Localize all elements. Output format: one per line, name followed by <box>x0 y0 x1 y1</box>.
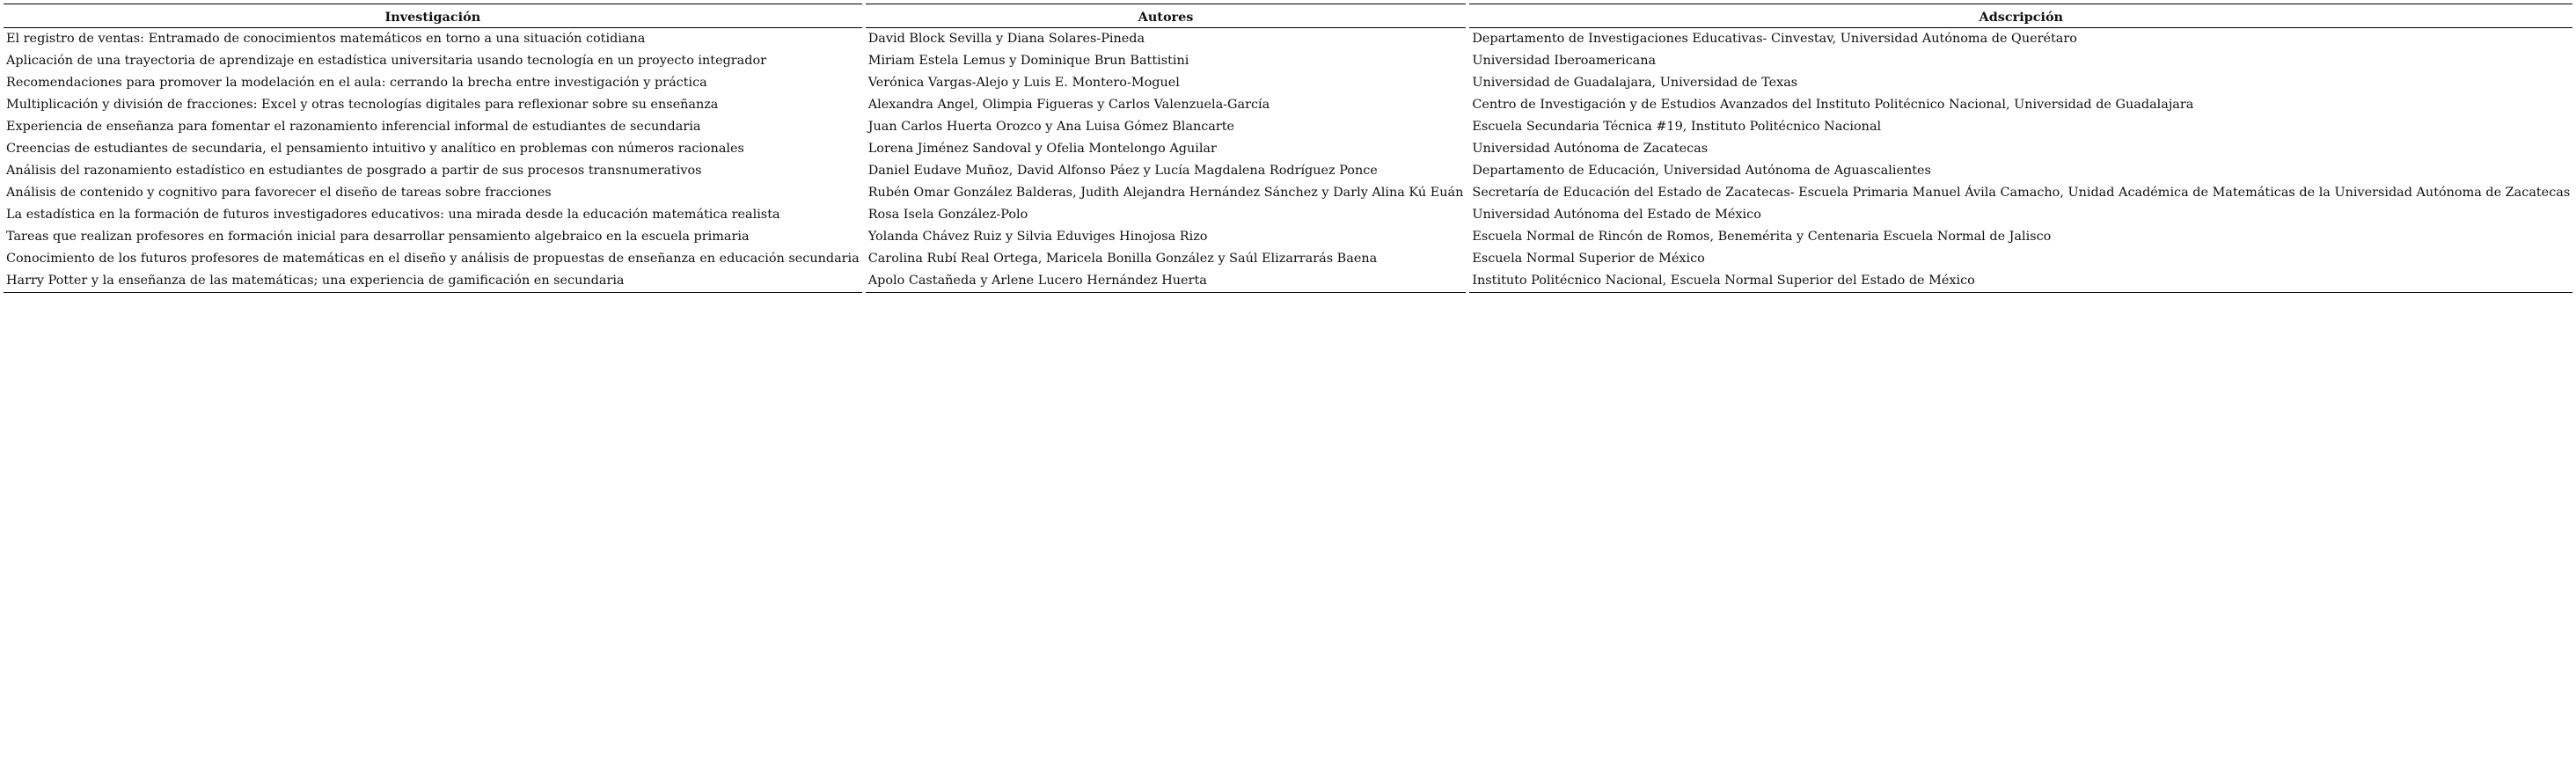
table-row <box>4 270 2572 293</box>
cell-adscripcion: Escuela Normal de Rincón de Romos, Benemérita y Centenaria Escuela Normal de Jalisco <box>1472 230 2052 244</box>
research-table <box>0 4 2576 293</box>
cell-investigacion: Recomendaciones para promover la modelación en el aula: cerrando la brecha entre investigación y práctica <box>6 76 707 90</box>
table-row <box>4 182 2572 204</box>
header-investigacion: Investigación <box>4 4 862 28</box>
cell-adscripcion: Escuela Secundaria Técnica #19, Instituto Politécnico Nacional <box>1472 120 1882 134</box>
table-row <box>4 94 2572 116</box>
table-row <box>4 50 2572 72</box>
cell-autores: Rosa Isela González-Polo <box>867 208 1028 222</box>
cell-adscripcion: Universidad de Guadalajara, Universidad de Texas <box>1472 76 1798 90</box>
cell-autores: Yolanda Chávez Ruiz y Silvia Eduviges Hinojosa Rizo <box>867 230 1208 244</box>
header-row <box>4 4 2572 28</box>
table-row <box>4 28 2572 50</box>
cell-investigacion: Análisis del razonamiento estadístico en estudiantes de posgrado a partir de sus procesos transnumerativos <box>6 164 702 178</box>
table-row <box>4 72 2572 94</box>
research-table-container <box>4 4 2571 293</box>
cell-autores: Juan Carlos Huerta Orozco y Ana Luisa Gómez Blancarte <box>867 120 1235 134</box>
cell-autores: Alexandra Angel, Olimpia Figueras y Carlos Valenzuela-García <box>867 98 1270 112</box>
cell-adscripcion: Secretaría de Educación del Estado de Zacatecas- Escuela Primaria Manuel Ávila Camacho, Unidad Académica de Matemáticas de la Universidad Autónoma de Zacatecas <box>1472 186 2571 200</box>
cell-adscripcion: Centro de Investigación y de Estudios Avanzados del Instituto Politécnico Nacional, Universidad de Guadalajara <box>1472 98 2194 112</box>
cell-autores: Daniel Eudave Muñoz, David Alfonso Páez y Lucía Magdalena Rodríguez Ponce <box>867 164 1378 178</box>
cell-investigacion: La estadística en la formación de futuros investigadores educativos: una mirada desde la educación matemática realista <box>6 208 780 222</box>
cell-adscripcion: Universidad Iberoamericana <box>1472 54 1657 68</box>
cell-autores: Lorena Jiménez Sandoval y Ofelia Montelongo Aguilar <box>867 142 1217 156</box>
cell-investigacion: Harry Potter y la enseñanza de las matemáticas; una experiencia de gamificación en secundaria <box>4 270 862 293</box>
cell-adscripcion: Universidad Autónoma de Zacatecas <box>1472 142 1709 156</box>
cell-investigacion: Conocimiento de los futuros profesores de matemáticas en el diseño y análisis de propuestas de enseñanza en educación secundaria <box>6 252 860 266</box>
header-adscripcion: Adscripción <box>1469 4 2572 28</box>
cell-autores: Miriam Estela Lemus y Dominique Brun Battistini <box>867 54 1189 68</box>
cell-investigacion: Tareas que realizan profesores en formación inicial para desarrollar pensamiento algebraico en la escuela primaria <box>6 230 750 244</box>
cell-investigacion: Creencias de estudiantes de secundaria, el pensamiento intuitivo y analítico en problemas con números racionales <box>6 142 744 156</box>
cell-investigacion: Experiencia de enseñanza para fomentar el razonamiento inferencial informal de estudiantes de secundaria <box>6 120 701 134</box>
cell-autores: Rubén Omar González Balderas, Judith Alejandra Hernández Sánchez y Darly Alina Kú Euán <box>867 186 1464 200</box>
cell-investigacion: El registro de ventas: Entramado de conocimientos matemáticos en torno a una situación cotidiana <box>6 32 646 46</box>
cell-autores: Carolina Rubí Real Ortega, Maricela Bonilla González y Saúl Elizarrarás Baena <box>867 252 1378 266</box>
cell-investigacion: Multiplicación y división de fracciones: Excel y otras tecnologías digitales para reflexionar sobre su enseñanza <box>6 98 719 112</box>
cell-autores: Apolo Castañeda y Arlene Lucero Hernández Huerta <box>866 270 1467 293</box>
table-row <box>4 204 2572 226</box>
table-header <box>4 4 2572 28</box>
table-row <box>4 138 2572 160</box>
table-row <box>4 226 2572 248</box>
cell-adscripcion: Instituto Politécnico Nacional, Escuela Normal Superior del Estado de México <box>1469 270 2572 293</box>
cell-autores: David Block Sevilla y Diana Solares-Pineda <box>867 32 1145 46</box>
table-body <box>4 28 2572 293</box>
table-row <box>4 160 2572 182</box>
cell-adscripcion: Universidad Autónoma del Estado de México <box>1472 208 1761 222</box>
header-autores: Autores <box>866 4 1467 28</box>
cell-investigacion: Análisis de contenido y cognitivo para favorecer el diseño de tareas sobre fracciones <box>6 186 552 200</box>
table-row <box>4 248 2572 270</box>
cell-adscripcion: Departamento de Educación, Universidad Autónoma de Aguascalientes <box>1472 164 1931 178</box>
table-row <box>4 116 2572 138</box>
cell-adscripcion: Departamento de Investigaciones Educativas- Cinvestav, Universidad Autónoma de Querétaro <box>1472 32 2077 46</box>
cell-investigacion: Aplicación de una trayectoria de aprendizaje en estadística universitaria usando tecnología en un proyecto integrador <box>6 54 767 68</box>
cell-adscripcion: Escuela Normal Superior de México <box>1472 252 1705 266</box>
cell-autores: Verónica Vargas-Alejo y Luis E. Montero-Moguel <box>867 76 1180 90</box>
